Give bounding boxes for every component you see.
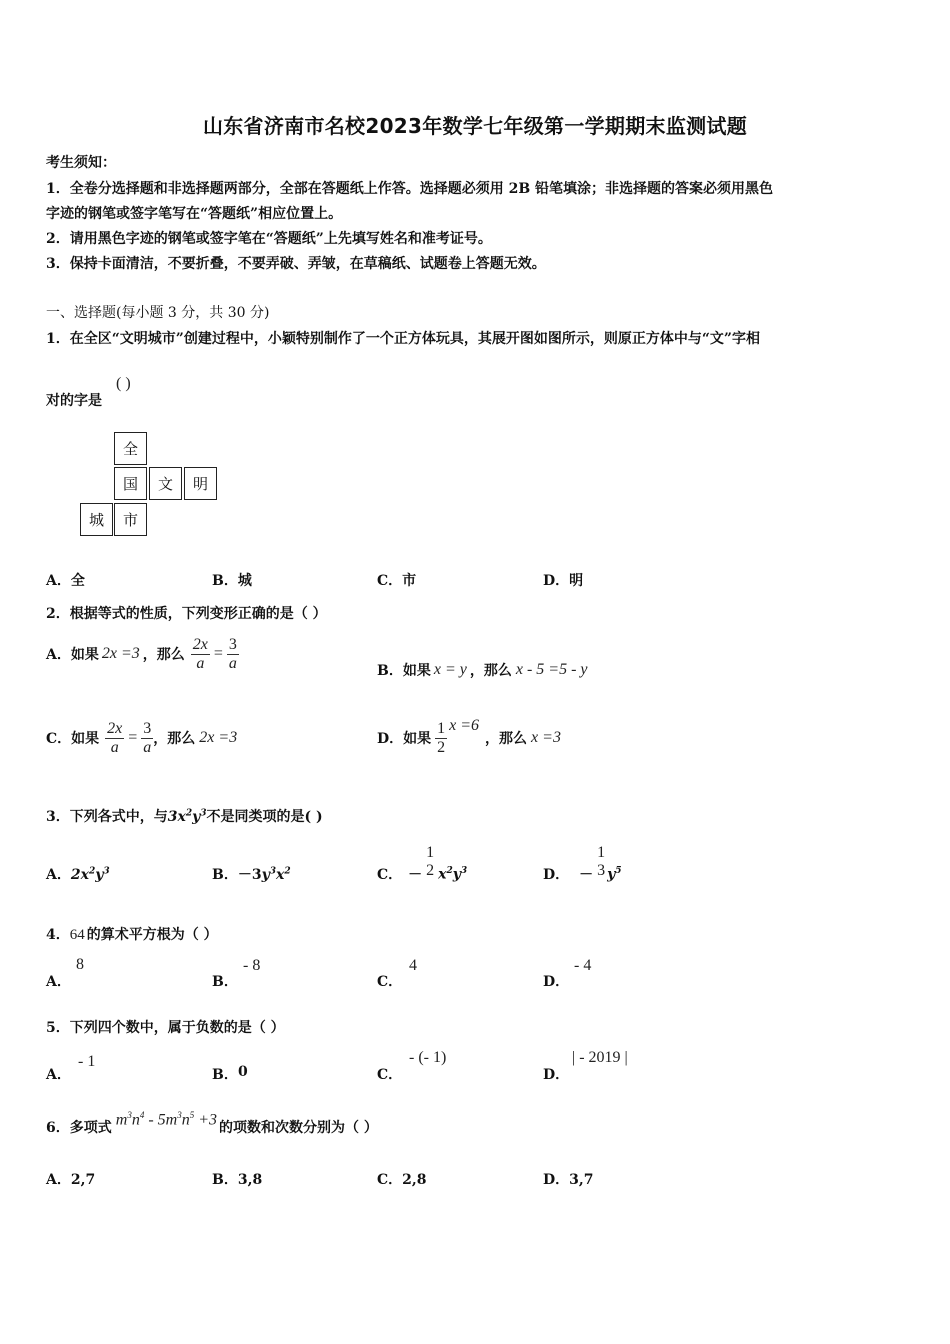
frac-den: a xyxy=(228,654,237,672)
q4-stem-post: 的算术平方根为（ ） xyxy=(86,927,218,943)
q4-stem xyxy=(46,924,218,944)
frac-den: 3 xyxy=(597,862,606,879)
q5-option-b-label[interactable]: B． xyxy=(212,1067,238,1083)
q3-stem-post: 不是同类项的是( ) xyxy=(206,809,323,825)
minus-sign: － xyxy=(408,867,423,883)
q2-d-pre: D．如果 xyxy=(377,731,432,748)
frac-den: a xyxy=(110,738,119,756)
frac-num: 2x xyxy=(107,720,123,737)
q4-option-a-value: 8 xyxy=(76,956,84,973)
q1-paren: ( ) xyxy=(116,375,131,392)
frac-num: 1 xyxy=(426,844,435,861)
q2-option-a[interactable] xyxy=(46,636,239,672)
q3-b-label: B． xyxy=(212,867,238,883)
frac-num: 3 xyxy=(143,720,152,737)
frac-den: 2 xyxy=(437,738,446,756)
frac-num: 3 xyxy=(228,636,237,653)
frac-num: 1 xyxy=(597,844,606,861)
q2-stem: 2．根据等式的性质，下列变形正确的是（ ） xyxy=(46,606,327,622)
net-cell: 国 xyxy=(114,467,147,500)
q3-option-d[interactable]: D． － 1 3 $y^5$ xyxy=(543,844,622,883)
page-title: 山东省济南市名校2023年数学七年级第一学期期末监测试题 xyxy=(202,114,748,138)
q2-d-mid: ，那么 xyxy=(485,731,528,748)
q4-option-b-label[interactable]: B． xyxy=(212,974,238,990)
frac-num: 1 xyxy=(437,720,446,737)
minus-sign: － xyxy=(579,867,594,883)
q4-stem-number: 64 xyxy=(69,927,85,943)
q1-stem: 1．在全区“文明城市”创建过程中，小颖特别制作了一个正方体玩具，其展开图如图所示，则原正方体中与“文”字相 xyxy=(46,331,760,347)
q2-b-result: x - 5 =5 - y xyxy=(515,661,588,678)
q3-c-label: C． xyxy=(377,867,403,883)
q6-option-b[interactable]: B．3,8 xyxy=(212,1172,263,1188)
q2-a-mid: ，那么 xyxy=(142,647,185,664)
notice-line-1: 1．全卷分选择题和非选择题两部分，全部在答题纸上作答。选择题必须用 2B 铅笔填涂；非选择题的答案必须用黑色 xyxy=(46,181,774,197)
frac-num: 2x xyxy=(192,636,208,653)
notice-heading: 考生须知： xyxy=(46,155,116,171)
q5-option-c-label[interactable]: C． xyxy=(377,1067,403,1083)
notice-line-3: 3．保持卡面清洁，不要折叠，不要弄破、弄皱，在草稿纸、试题卷上答题无效。 xyxy=(46,256,546,272)
q2-c-mid: ，那么 xyxy=(153,731,196,748)
q2-b-pre: B．如果 xyxy=(377,663,431,679)
q2-d-result: x =3 xyxy=(531,729,561,747)
frac-den: 2 xyxy=(426,862,435,879)
q4-option-c-label[interactable]: C． xyxy=(377,974,403,990)
notice-line-1b: 字迹的钢笔或签字笔写在“答题纸”相应位置上。 xyxy=(46,206,343,222)
q4-option-d-label[interactable]: D． xyxy=(543,974,570,990)
q6-option-c[interactable]: C．2,8 xyxy=(377,1172,427,1188)
q6-option-a[interactable]: A．2,7 xyxy=(46,1172,96,1188)
q2-option-d[interactable] xyxy=(377,717,561,756)
frac-den: a xyxy=(143,738,152,756)
q3-b-coef: －3 xyxy=(237,867,262,883)
q6-stem-post: 的项数和次数分别为（ ） xyxy=(219,1120,378,1137)
q2-b-mid: ，那么 xyxy=(469,663,512,679)
q3-a-label: A． xyxy=(46,867,71,883)
q4-option-d-value: - 4 xyxy=(574,957,592,974)
q3-option-a[interactable]: A．$2x^2y^3$ xyxy=(46,866,110,883)
net-cell: 市 xyxy=(114,503,147,536)
q6-polynomial: $m^3n^4 - 5m^3n^5 +3$ xyxy=(115,1110,217,1129)
q4-option-a-label[interactable]: A． xyxy=(46,974,71,990)
q1-option-a[interactable]: A．全 xyxy=(46,573,85,589)
q5-option-a-value: - 1 xyxy=(78,1053,96,1070)
q4-option-b-value: - 8 xyxy=(243,957,261,974)
q6-stem xyxy=(46,1110,378,1139)
equals: = xyxy=(128,729,138,747)
q2-a-cond: 2x =3 xyxy=(101,645,140,663)
net-cell: 文 xyxy=(149,467,182,500)
q5-stem: 5．下列四个数中，属于负数的是（ ） xyxy=(46,1020,285,1036)
equals: = xyxy=(213,645,223,663)
section-heading: 一、选择题(每小题 3 分，共 30 分) xyxy=(46,305,270,321)
q1-stem-2: 对的字是 xyxy=(46,393,102,409)
q2-c-result: 2x =3 xyxy=(199,729,238,747)
q3-option-c[interactable]: C． － 1 2 $x^2y^3$ xyxy=(377,844,468,883)
q3-stem: 3．下列各式中，与$3x^2y^3$不是同类项的是( ) xyxy=(46,808,323,825)
net-cell: 全 xyxy=(114,432,147,465)
q1-option-b[interactable]: B．城 xyxy=(212,573,252,589)
net-cell: 城 xyxy=(80,503,113,536)
q1-option-d[interactable]: D．明 xyxy=(543,573,584,589)
q2-b-cond: x = y xyxy=(433,661,467,678)
q3-option-b[interactable]: B．$-3y^3x^2$ xyxy=(212,866,291,883)
q2-d-cond: x =6 xyxy=(449,717,480,735)
q2-a-pre: A．如果 xyxy=(46,647,99,664)
notice-line-2: 2．请用黑色字迹的钢笔或签字笔在“答题纸”上先填写姓名和准考证号。 xyxy=(46,231,492,247)
q3-d-label: D． xyxy=(543,867,570,883)
q5-option-d-value: | - 2019 | xyxy=(572,1049,628,1066)
net-cell: 明 xyxy=(184,467,217,500)
q2-option-c[interactable] xyxy=(46,720,237,756)
q5-option-d-label[interactable]: D． xyxy=(543,1067,570,1083)
q5-option-c-value: - (- 1) xyxy=(409,1049,447,1066)
q6-stem-pre: 6．多项式 xyxy=(46,1120,112,1137)
q3-stem-pre: 3．下列各式中，与 xyxy=(46,809,168,825)
q6-option-d[interactable]: D．3,7 xyxy=(543,1172,594,1188)
q4-option-c-value: 4 xyxy=(409,957,417,974)
q2-c-pre: C．如果 xyxy=(46,731,100,748)
frac-den: a xyxy=(196,654,205,672)
q5-option-b-value: 0 xyxy=(238,1064,248,1080)
q1-option-c[interactable]: C．市 xyxy=(377,573,417,589)
q4-stem-pre: 4． xyxy=(46,927,70,943)
q2-option-b[interactable] xyxy=(377,660,588,680)
q5-option-a-label[interactable]: A． xyxy=(46,1067,71,1083)
